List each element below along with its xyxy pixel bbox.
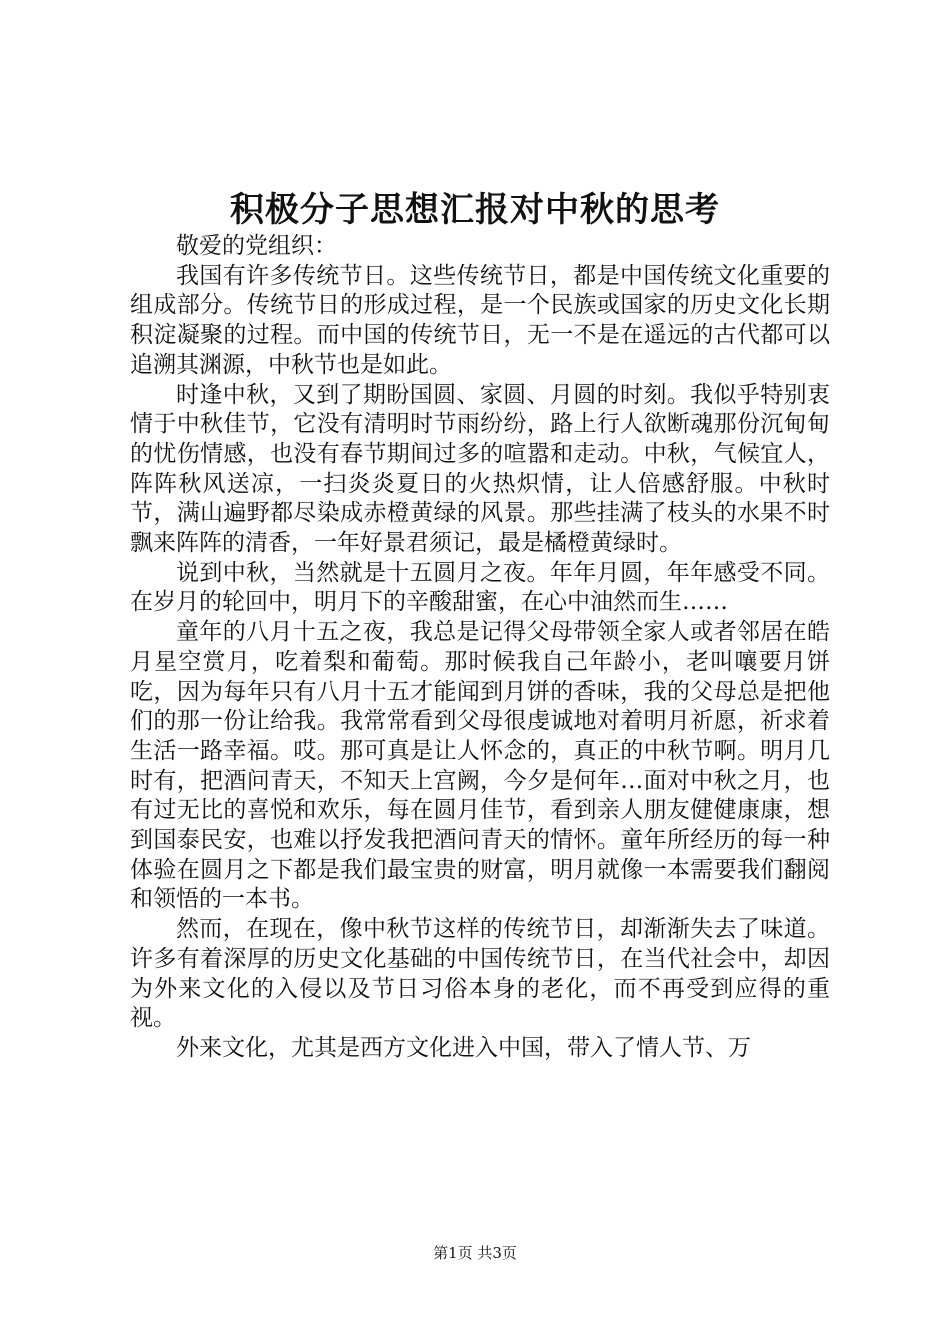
document-title: 积极分子思想汇报对中秋的思考 xyxy=(230,190,720,230)
page-number: 第1页 共3页 xyxy=(433,1244,517,1262)
paragraph: 说到中秋，当然就是十五圆月之夜。年年月圆，年年感受不同。在岁月的轮回中，明月下的辛酸甜蜜，在心中油然而生…… xyxy=(130,559,830,616)
salutation: 敬爱的党组织： xyxy=(176,233,337,259)
paragraph: 然而，在现在，像中秋节这样的传统节日，却渐渐失去了味道。许多有着深厚的历史文化基础的中国传统节日，在当代社会中，却因为外来文化的入侵以及节日习俗本身的老化，而不再受到应得的重视。 xyxy=(130,916,830,1032)
document-body xyxy=(130,232,830,1064)
paragraph: 我国有许多传统节日。这些传统节日，都是中国传统文化重要的组成部分。传统节日的形成过程，是一个民族或国家的历史文化长期积淀凝聚的过程。而中国的传统节日，无一不是在遥远的古代都可以追溯其渊源，中秋节也是如此。 xyxy=(130,262,830,378)
paragraph: 时逢中秋，又到了期盼国圆、家圆、月圆的时刻。我似乎特别衷情于中秋佳节，它没有清明时节雨纷纷，路上行人欲断魂那份沉甸甸的忧伤情感，也没有春节期间过多的喧嚣和走动。中秋，气候宜人，阵阵秋风送凉，一扫炎炎夏日的火热炽情，让人倍感舒服。中秋时节，满山遍野都尽染成赤橙黄绿的风景。那些挂满了枝头的水果不时飘来阵阵的清香，一年好景君须记，最是橘橙黄绿时。 xyxy=(130,381,830,557)
paragraph: 外来文化，尤其是西方文化进入中国，带入了情人节、万 xyxy=(176,1034,751,1061)
paragraph: 童年的八月十五之夜，我总是记得父母带领全家人或者邻居在皓月星空赏月，吃着梨和葡萄。那时候我自己年龄小，老叫嚷要月饼吃，因为每年只有八月十五才能闻到月饼的香味，我的父母总是把他们的那一份让给我。我常常看到父母很虔诚地对着明月祈愿，祈求着生活一路幸福。哎。那可真是让人怀念的，真正的中秋节啊。明月几时有，把酒问青天，不知天上宫阙，今夕是何年…面对中秋之月，也有过无比的喜悦和欢乐，每在圆月佳节，看到亲人朋友健健康康，想到国泰民安，也难以抒发我把酒问青天的情怀。童年所经历的每一种体验在圆月之下都是我们最宝贵的财富，明月就像一本需要我们翻阅和领悟的一本书。 xyxy=(130,619,830,913)
